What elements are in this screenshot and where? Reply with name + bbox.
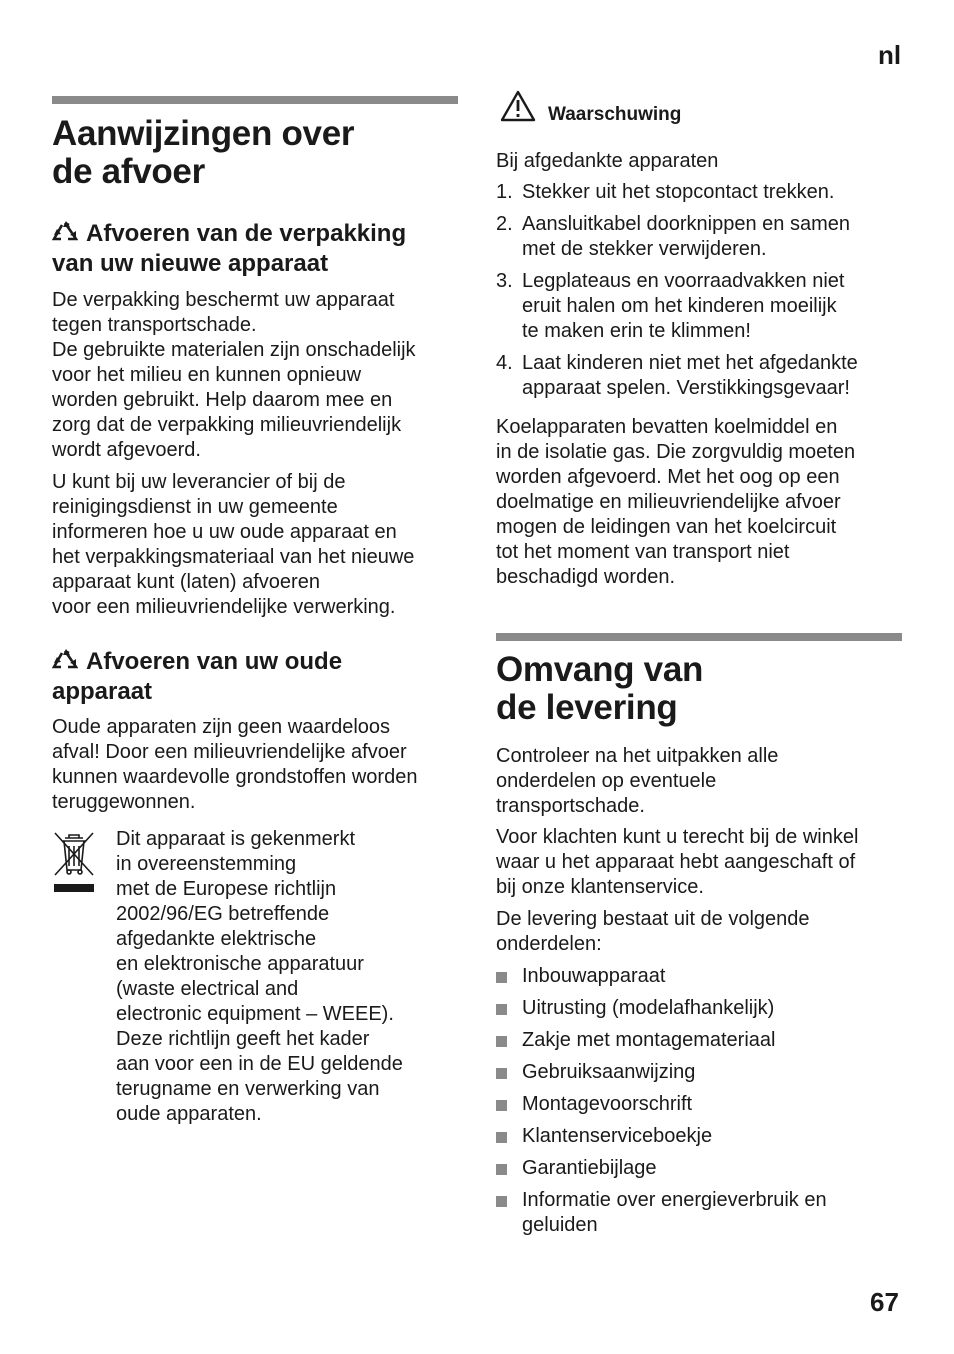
text-line: wordt afgevoerd.	[52, 439, 201, 461]
text-line: voor het milieu en kunnen opnieuw	[52, 364, 362, 386]
step-item	[496, 212, 906, 262]
title-line: Omvang van	[496, 650, 704, 689]
page-number: 67	[870, 1287, 899, 1317]
text-line: terugname en verwerking van	[116, 1078, 380, 1100]
bullet-square-icon	[496, 1100, 507, 1111]
heading-line: van uw nieuwe apparaat	[52, 250, 329, 277]
section-heading-oude-apparaat	[52, 647, 462, 707]
heading-line: apparaat	[52, 678, 153, 705]
text-line: oude apparaten.	[116, 1103, 262, 1125]
paragraph-levering-3	[496, 907, 916, 957]
section-heading-verpakking	[52, 219, 462, 279]
step-number: 1.	[496, 181, 513, 203]
text-line: Zakje met montagemateriaal	[522, 1029, 776, 1051]
text-line: onderdelen op eventuele	[496, 770, 717, 792]
text-line: afval! Door een milieuvriendelijke afvoer	[52, 741, 407, 763]
recycle-icon	[52, 649, 78, 671]
text-line: mogen de leidingen van het koelcircuit	[496, 516, 837, 538]
text-line: met de Europese richtlijn	[116, 878, 337, 900]
text-line: Deze richtlijn geeft het kader	[116, 1028, 370, 1050]
list-item	[496, 1188, 916, 1238]
paragraph-verpakking-2	[52, 470, 462, 620]
crossed-bin-icon	[52, 830, 96, 894]
step-number: 3.	[496, 270, 513, 292]
intro-text: Bij afgedankte apparaten	[496, 150, 719, 172]
text-line: onderdelen:	[496, 933, 602, 955]
list-item	[496, 1028, 916, 1053]
section-rule	[52, 96, 458, 104]
text-line: voor een milieuvriendelijke verwerking.	[52, 596, 396, 618]
text-line: apparaat spelen. Verstikkingsgevaar!	[522, 377, 850, 399]
text-line: Laat kinderen niet met het afgedankte	[522, 352, 858, 374]
text-line: in de isolatie gas. Die zorgvuldig moeten	[496, 441, 856, 463]
text-line: in overeenstemming	[116, 853, 297, 875]
list-item	[496, 1124, 916, 1149]
text-line: worden gebruikt. Help daarom mee en	[52, 389, 393, 411]
section-rule	[496, 633, 902, 641]
list-item	[496, 996, 916, 1021]
text-line: reinigingsdienst in uw gemeente	[52, 496, 338, 518]
list-item	[496, 1092, 916, 1117]
text-line: afgedankte elektrische	[116, 928, 317, 950]
text-line: Garantiebijlage	[522, 1157, 657, 1179]
title-line: de levering	[496, 688, 678, 727]
text-line: eruit halen om het kinderen moeilijk	[522, 295, 837, 317]
text-line: Stekker uit het stopcontact trekken.	[522, 181, 835, 203]
list-item	[496, 964, 916, 989]
warning-steps	[496, 180, 906, 401]
language-label: nl	[878, 40, 902, 70]
text-line: doelmatige en milieuvriendelijke afvoer	[496, 491, 841, 513]
text-line: het verpakkingsmateriaal van het nieuwe	[52, 546, 415, 568]
title-line: Aanwijzingen over	[52, 114, 355, 153]
page-title-levering	[496, 651, 902, 727]
bullet-square-icon	[496, 1132, 507, 1143]
text-line: Koelapparaten bevatten koelmiddel en	[496, 416, 838, 438]
text-line: teruggewonnen.	[52, 791, 196, 813]
warning-triangle-icon	[499, 89, 537, 123]
warning-title: Waarschuwing	[548, 104, 682, 125]
paragraph-levering-2	[496, 825, 916, 900]
text-line: Montagevoorschrift	[522, 1093, 693, 1115]
text-line: geluiden	[522, 1214, 598, 1236]
text-line: De levering bestaat uit de volgende	[496, 908, 810, 930]
text-line: aan voor een in de EU geldende	[116, 1053, 403, 1075]
text-line: Controleer na het uitpakken alle	[496, 745, 779, 767]
step-number: 2.	[496, 213, 513, 235]
text-line: transportschade.	[496, 795, 645, 817]
delivery-items-list	[496, 964, 916, 1245]
text-line: bij onze klantenservice.	[496, 876, 704, 898]
text-line: en elektronische apparatuur	[116, 953, 364, 975]
recycle-icon	[52, 221, 78, 243]
paragraph-verpakking-1	[52, 288, 462, 463]
text-line: Klantenserviceboekje	[522, 1125, 713, 1147]
step-item	[496, 180, 906, 205]
text-line: zorg dat de verpakking milieuvriendelijk	[52, 414, 402, 436]
paragraph-weee	[116, 827, 466, 1127]
text-line: worden afgevoerd. Met het oog op een	[496, 466, 840, 488]
bullet-square-icon	[496, 1068, 507, 1079]
heading-line: Afvoeren van uw oude	[86, 648, 343, 675]
list-item	[496, 1156, 916, 1181]
text-line: tegen transportschade.	[52, 314, 257, 336]
warning-intro	[496, 149, 906, 174]
text-line: De verpakking beschermt uw apparaat	[52, 289, 395, 311]
step-item	[496, 351, 906, 401]
text-line: Oude apparaten zijn geen waardeloos	[52, 716, 391, 738]
bullet-square-icon	[496, 1036, 507, 1047]
text-line: waar u het apparaat hebt aangeschaft of	[496, 851, 856, 873]
text-line: kunnen waardevolle grondstoffen worden	[52, 766, 418, 788]
bullet-square-icon	[496, 972, 507, 983]
step-number: 4.	[496, 352, 513, 374]
text-line: Inbouwapparaat	[522, 965, 666, 987]
list-item	[496, 1060, 916, 1085]
paragraph-levering-1	[496, 744, 916, 819]
text-line: electronic equipment – WEEE).	[116, 1003, 394, 1025]
text-line: beschadigd worden.	[496, 566, 676, 588]
text-line: 2002/96/EG betreffende	[116, 903, 330, 925]
text-line: (waste electrical and	[116, 978, 299, 1000]
text-line: Voor klachten kunt u terecht bij de winkel	[496, 826, 859, 848]
text-line: apparaat kunt (laten) afvoeren	[52, 571, 320, 593]
bullet-square-icon	[496, 1164, 507, 1175]
page-title-afvoer	[52, 115, 458, 191]
text-line: informeren hoe u uw oude apparaat en	[52, 521, 397, 543]
text-line: Dit apparaat is gekenmerkt	[116, 828, 356, 850]
text-line: Uitrusting (modelafhankelijk)	[522, 997, 775, 1019]
text-line: te maken erin te klimmen!	[522, 320, 751, 342]
text-line: Informatie over energieverbruik en	[522, 1189, 827, 1211]
heading-line: Afvoeren van de verpakking	[86, 220, 407, 247]
text-line: Gebruiksaanwijzing	[522, 1061, 696, 1083]
title-line: de afvoer	[52, 152, 205, 191]
bullet-square-icon	[496, 1196, 507, 1207]
text-line: met de stekker verwijderen.	[522, 238, 767, 260]
text-line: tot het moment van transport niet	[496, 541, 790, 563]
paragraph-koelapparaten	[496, 415, 916, 590]
step-item	[496, 269, 906, 344]
paragraph-oude-apparaat	[52, 715, 462, 815]
text-line: Aansluitkabel doorknippen en samen	[522, 213, 850, 235]
text-line: U kunt bij uw leverancier of bij de	[52, 471, 346, 493]
text-line: Legplateaus en voorraadvakken niet	[522, 270, 845, 292]
text-line: De gebruikte materialen zijn onschadelijk	[52, 339, 416, 361]
bullet-square-icon	[496, 1004, 507, 1015]
